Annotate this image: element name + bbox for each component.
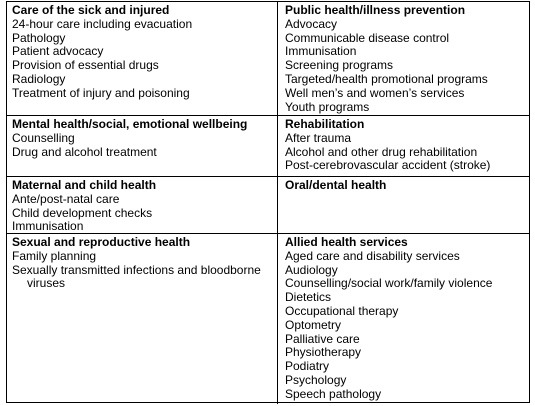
- cell-heading: Care of the sick and injured: [12, 3, 170, 17]
- cell-heading: Oral/dental health: [285, 178, 387, 192]
- list-item: Advocacy: [285, 16, 338, 31]
- list-item: Screening programs: [285, 58, 394, 73]
- sexual-reproductive-health-cell: [7, 234, 278, 404]
- list-item: Occupational therapy: [285, 303, 399, 318]
- list-item: Drug and alcohol treatment: [12, 144, 157, 159]
- public-health-cell: [278, 2, 529, 115]
- list-item: Audiology: [285, 262, 338, 277]
- list-item: Counselling: [12, 130, 75, 145]
- list-item: 24-hour care including evacuation: [12, 16, 193, 31]
- list-item: Patient advocacy: [12, 44, 104, 59]
- cell-heading: Maternal and child health: [12, 178, 157, 192]
- maternal-child-health-cell: [7, 177, 278, 233]
- list-item: Alcohol and other drug rehabilitation: [285, 144, 478, 159]
- list-item: Sexually transmitted infections and bloodborne viruses: [12, 262, 261, 291]
- list-item: Communicable disease control: [285, 30, 450, 45]
- table-row: [7, 233, 529, 404]
- list-item: Post-cerebrovascular accident (stroke): [285, 158, 491, 173]
- rehabilitation-cell: [278, 116, 529, 176]
- list-item: Well men’s and women’s services: [285, 85, 465, 100]
- mental-health-cell: [7, 116, 278, 176]
- list-item: Treatment of injury and poisoning: [12, 85, 190, 100]
- table-row: [7, 2, 529, 115]
- cell-heading: Public health/illness prevention: [285, 3, 466, 17]
- cell-heading: Allied health services: [285, 235, 408, 249]
- list-item: Child development checks: [12, 205, 153, 220]
- list-item: Physiotherapy: [285, 345, 362, 360]
- cell-heading: Sexual and reproductive health: [12, 235, 191, 249]
- oral-dental-health-cell: [278, 177, 529, 233]
- list-item: Aged care and disability services: [285, 248, 460, 263]
- list-item: Immunisation: [12, 219, 84, 234]
- allied-health-cell: [278, 234, 529, 404]
- list-item: Speech pathology: [285, 386, 382, 401]
- list-item: Counselling/social work/family violence: [285, 276, 493, 291]
- services-table: [6, 1, 530, 403]
- list-item: After trauma: [285, 130, 352, 145]
- list-item: Dietetics: [285, 290, 332, 305]
- list-item: Radiology: [12, 71, 66, 86]
- list-item: Psychology: [285, 372, 347, 387]
- list-item: Podiatry: [285, 359, 330, 374]
- cell-heading: Mental health/social, emotional wellbeing: [12, 117, 248, 131]
- cell-heading: Rehabilitation: [285, 117, 365, 131]
- list-item: Palliative care: [285, 331, 360, 346]
- care-sick-injured-cell: [7, 2, 278, 115]
- list-item: Targeted/health promotional programs: [285, 71, 488, 86]
- list-item: Ante/post-natal care: [12, 191, 120, 206]
- list-item: Provision of essential drugs: [12, 58, 159, 73]
- table-row: [7, 115, 529, 176]
- list-item: Family planning: [12, 248, 97, 263]
- list-item: Youth programs: [285, 99, 370, 114]
- table-row: [7, 176, 529, 233]
- list-item: Optometry: [285, 317, 342, 332]
- list-item: Immunisation: [285, 44, 357, 59]
- list-item: Pathology: [12, 30, 66, 45]
